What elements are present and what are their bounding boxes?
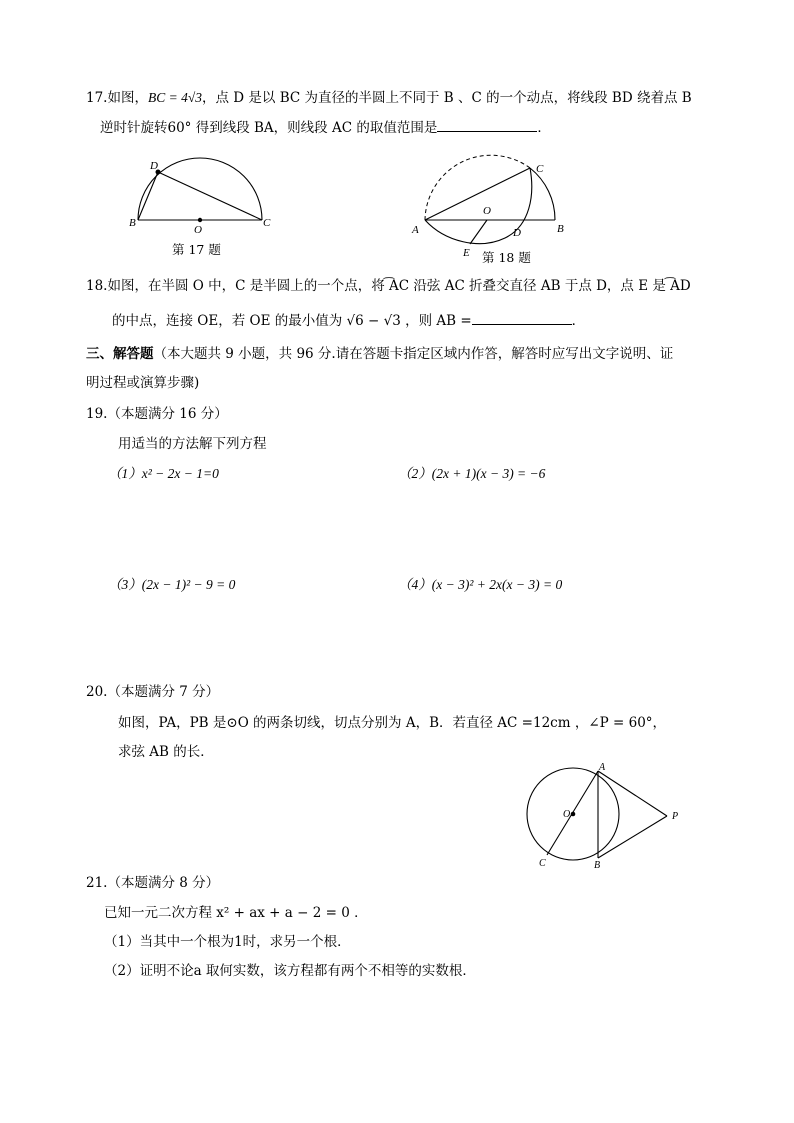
q18-line2	[112, 310, 585, 331]
q17-text-a: ，点 D 是以 BC 为直径的半圆上不同于 B 、C 的一个动点，将线段 BD 绕着点 B	[202, 90, 692, 106]
q17-label-o: O	[194, 224, 202, 236]
q20-tangent-pb	[598, 816, 667, 858]
q20-label-a: A	[599, 762, 606, 773]
q21-part1: （1）当其中一个根为1时，求另一个根．	[104, 934, 351, 950]
q17-caption: 第 17 题	[172, 242, 221, 257]
q18-caption: 第 18 题	[482, 250, 531, 265]
q17-figure	[120, 150, 280, 250]
q17-center-o	[198, 218, 202, 222]
q17-text-b: 逆时针旋转60° 得到线段 BA，则线段 AC 的取值范围是	[100, 120, 438, 136]
q20-header: 20.（本题满分 7 分）	[86, 684, 220, 700]
q18-chord-ac	[425, 168, 530, 220]
q17-end: ．	[537, 120, 551, 136]
q19-header: 19.（本题满分 16 分）	[86, 406, 228, 422]
q18-figure	[405, 150, 575, 260]
q19-eq3: （3）(2x − 1)² − 9 = 0	[108, 577, 236, 592]
q18-line1: 18.如图，在半圆 O 中，C 是半圆上的一个点，将 ͡AC 沿弦 AC 折叠交直径 AB 于点 D，点 E 是 ͡AD	[86, 278, 691, 294]
q20-label-b: B	[594, 860, 601, 871]
q18-text: 的中点，连接 OE，若 OE 的最小值为 √6 − √3 ，则 AB =	[112, 313, 472, 329]
q18-answer-blank[interactable]	[472, 310, 572, 325]
q20-label-o: O	[563, 809, 571, 820]
q18-label-o: O	[483, 205, 491, 217]
q20-tangent-pa	[598, 771, 667, 816]
q18-label-b: B	[557, 223, 564, 235]
q19-eq2: （2）(2x + 1)(x − 3) = −6	[398, 466, 546, 481]
q18-label-c: C	[536, 163, 544, 175]
q19-eq1: （1）x² − 2x − 1=0	[108, 466, 219, 481]
q17-condition: BC = 4√3	[147, 90, 203, 105]
q21-equation: 已知一元二次方程 x² + ax + a − 2 = 0 ．	[104, 905, 368, 921]
q17-line2	[100, 117, 551, 138]
q20-line2: 求弦 AB 的长．	[118, 744, 214, 760]
q21-header: 21.（本题满分 8 分）	[86, 875, 220, 891]
q18-label-d: D	[513, 227, 521, 239]
q17-segment-bd	[138, 172, 158, 220]
q20-line1: 如图，PA，PB 是⊙O 的两条切线，切点分别为 A，B．若直径 AC =12cm ，∠P = 60°，	[118, 715, 667, 731]
q17-prefix: 17.如图，	[86, 90, 148, 106]
q18-dashed-arc	[425, 155, 530, 220]
q18-end: ．	[571, 313, 586, 329]
section3-note: （本大题共 9 小题，共 96 分.请在答题卡指定区域内作答，解答时应写出文字说明、证	[153, 346, 674, 362]
q18-label-e: E	[463, 247, 470, 259]
q17-line1	[86, 88, 692, 108]
q18-arc-cb	[530, 168, 555, 220]
q17-label-d: D	[150, 160, 158, 172]
section3-title: 三、解答题	[86, 346, 154, 362]
q20-center-o	[571, 812, 576, 817]
q17-answer-blank[interactable]	[437, 117, 537, 132]
section3-note-line2: 明过程或演算步骤)	[86, 375, 200, 391]
q17-label-c: C	[263, 217, 271, 229]
q20-figure	[515, 760, 695, 872]
q21-part2: （2）证明不论a 取何实数，该方程都有两个不相等的实数根．	[104, 963, 476, 979]
q20-label-p: P	[672, 811, 679, 822]
q19-instruction: 用适当的方法解下列方程	[118, 436, 267, 452]
q19-eq4: （4）(x − 3)² + 2x(x − 3) = 0	[398, 577, 563, 592]
q18-label-a: A	[412, 224, 419, 236]
section3-heading	[86, 344, 673, 364]
q20-label-c: C	[539, 858, 546, 869]
q17-label-b: B	[129, 217, 136, 229]
q18-segment-oe	[470, 220, 487, 244]
